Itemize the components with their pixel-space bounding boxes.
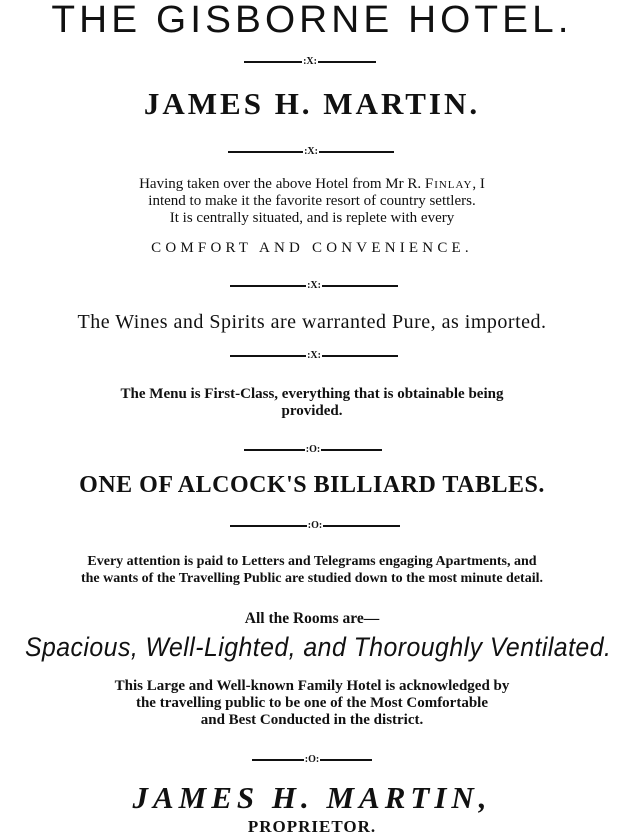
reputation-line-1: This Large and Well-known Family Hotel is acknowledged by (114, 678, 510, 694)
intro-line-1-text: Having taken over the above Hotel from Mr R. (139, 176, 425, 192)
menu-paragraph (0, 386, 624, 420)
divider-mark: :O: (304, 754, 320, 765)
attention-line-2: the wants of the Travelling Public are studied down to the most minute detail. (80, 571, 543, 586)
divider-5 (244, 444, 382, 456)
attention-paragraph (0, 553, 624, 587)
intro-line-2: intend to make it the favorite resort of country settlers. (148, 193, 476, 209)
attention-line-1: Every attention is paid to Letters and Telegrams engaging Apartments, and (87, 554, 537, 569)
divider-mark: :X: (307, 350, 321, 361)
divider-mark: :O: (305, 444, 321, 455)
proprietor-heading: JAMES H. MARTIN. (143, 86, 481, 121)
reputation-line-3: and Best Conducted in the district. (200, 712, 424, 728)
intro-line-3: It is centrally situated, and is replete with every (169, 210, 455, 226)
divider-4 (230, 350, 398, 362)
divider-mark: :O: (307, 520, 323, 531)
divider-1 (244, 56, 376, 68)
reputation-paragraph (0, 678, 624, 729)
rooms-intro: All the Rooms are— (244, 610, 380, 627)
divider-mark: :X: (304, 146, 318, 157)
menu-line-2: provided. (281, 403, 343, 419)
divider-7 (252, 754, 372, 766)
previous-owner-name: Finlay (424, 176, 473, 192)
billiards-line: ONE OF ALCOCK'S BILLIARD TABLES. (79, 472, 545, 498)
divider-3 (230, 280, 398, 292)
intro-line-1 (0, 176, 624, 193)
wines-line: The Wines and Spirits are warranted Pure, as imported. (77, 311, 547, 333)
divider-2 (228, 146, 394, 158)
reputation-line-2: the travelling public to be one of the Most Comfortable (135, 695, 489, 711)
comfort-line: COMFORT AND CONVENIENCE. (151, 240, 473, 256)
signature-name: JAMES H. MARTIN, (132, 780, 492, 815)
intro-line-1-end: , I (472, 176, 485, 192)
signature-title: PROPRIETOR. (247, 817, 377, 836)
rooms-description: Spacious, Well-Lighted, and Thoroughly Ventilated. (24, 632, 612, 662)
divider-6 (230, 520, 400, 532)
intro-paragraph (0, 176, 624, 227)
hotel-name-heading: THE GISBORNE HOTEL. (51, 0, 573, 41)
menu-line-1: The Menu is First-Class, everything that is obtainable being (120, 386, 504, 402)
divider-mark: :X: (307, 280, 321, 291)
divider-mark: :X: (303, 56, 317, 67)
